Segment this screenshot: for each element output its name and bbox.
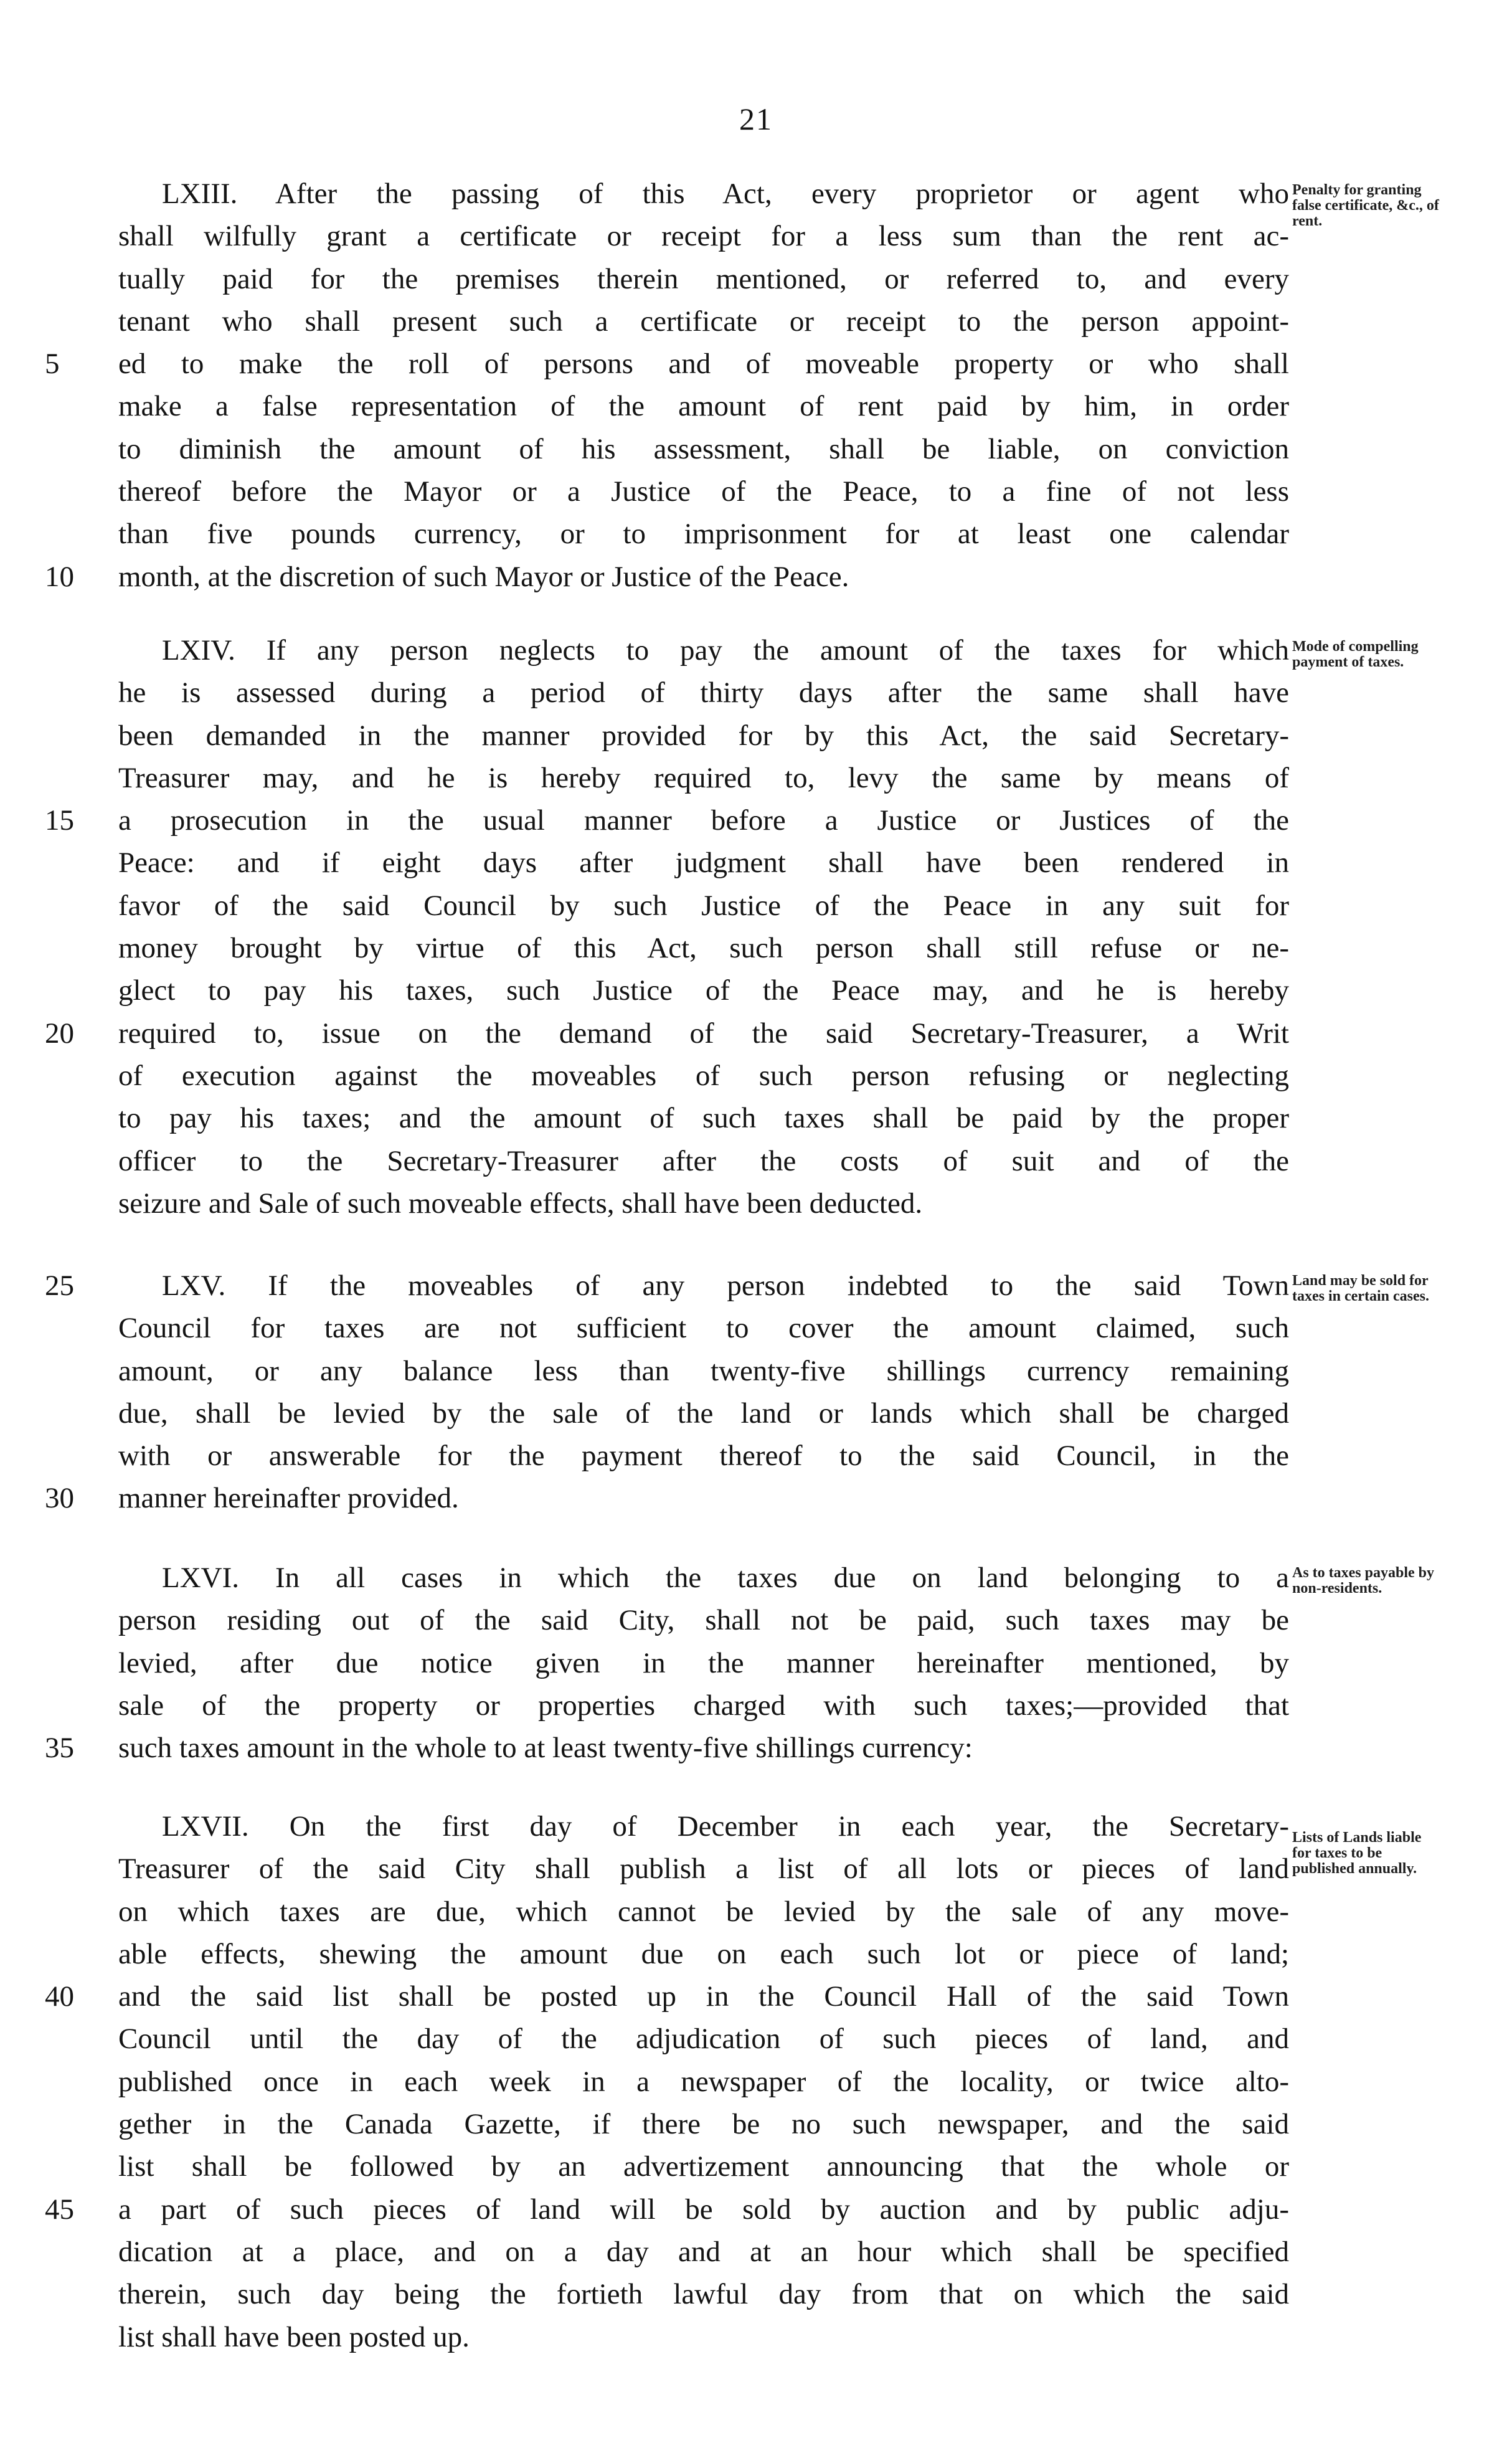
text-line: LXIV. If any person neglects to pay the amount of the taxes for which: [162, 634, 1289, 667]
text-line: LXVII. On the first day of December in each year, the Secretary-: [162, 1810, 1289, 1843]
section-lxiii: [45, 173, 1439, 598]
text-line: person residing out of the said City, shall not be paid, such taxes may be: [118, 1604, 1289, 1637]
text-line: therein, such day being the fortieth lawful day from that on which the said: [118, 2278, 1289, 2311]
text-line: levied, after due notice given in the manner hereinafter mentioned, by: [118, 1646, 1289, 1679]
text-line: LXVI. In all cases in which the taxes due on land belonging to a: [162, 1562, 1289, 1594]
text-line: Treasurer of the said City shall publish a list of all lots or pieces of land: [118, 1853, 1289, 1886]
text-line: due, shall be levied by the sale of the land or lands which shall be charged: [118, 1397, 1289, 1430]
line-number: 40: [45, 1980, 74, 2013]
text-line: published once in each week in a newspaper of the locality, or twice alto-: [118, 2065, 1289, 2098]
margin-note: Land may be sold for taxes in certain cases.: [1292, 1273, 1429, 1304]
margin-note: Penalty for granting false certificate, &c., of rent.: [1292, 182, 1439, 229]
text-line: he is assessed during a period of thirty days after the same shall have: [118, 676, 1289, 709]
text-line: LXIII. After the passing of this Act, every proprietor or agent who: [162, 178, 1289, 210]
text-line: thereof before the Mayor or a Justice of the Peace, to a fine of not less: [118, 475, 1289, 508]
text-line: and the said list shall be posted up in the Council Hall of the said Town: [118, 1980, 1289, 2013]
text-line: been demanded in the manner provided for by this Act, the said Secretary-: [118, 719, 1289, 752]
line-number: 25: [45, 1269, 74, 1302]
section-lxvi: [45, 1557, 1435, 1769]
line-number: 45: [45, 2193, 74, 2226]
text-line: officer to the Secretary-Treasurer after the costs of suit and of the: [118, 1144, 1289, 1177]
text-line: Council for taxes are not sufficient to cover the amount claimed, such: [118, 1312, 1289, 1345]
section-lxiv: [45, 629, 1419, 1225]
text-line: ed to make the roll of persons and of moveable property or who shall: [118, 348, 1289, 381]
text-line: of execution against the moveables of such person refusing or neglecting: [118, 1059, 1289, 1092]
line-number: 5: [45, 348, 60, 381]
text-line: month, at the discretion of such Mayor or Justice of the Peace.: [118, 560, 849, 593]
text-line: able effects, shewing the amount due on each such lot or piece of land;: [118, 1937, 1289, 1970]
margin-note: As to taxes payable by non-residents.: [1292, 1565, 1435, 1597]
section-lxvii: [45, 1805, 1422, 2358]
text-line: make a false representation of the amount of rent paid by him, in order: [118, 390, 1289, 423]
text-line: dication at a place, and on a day and at an hour which shall be specified: [118, 2235, 1289, 2268]
text-line: to pay his taxes; and the amount of such taxes shall be paid by the proper: [118, 1102, 1289, 1135]
text-line: money brought by virtue of this Act, such person shall still refuse or ne-: [118, 932, 1289, 965]
line-number: 35: [45, 1732, 74, 1765]
text-line: seizure and Sale of such moveable effects, shall have been deducted.: [118, 1187, 923, 1220]
text-line: such taxes amount in the whole to at least twenty-five shillings currency:: [118, 1732, 973, 1765]
text-line: Peace: and if eight days after judgment shall have been rendered in: [118, 847, 1289, 880]
margin-note: Lists of Lands liable for taxes to be published annually.: [1292, 1829, 1422, 1877]
line-number: 20: [45, 1017, 74, 1050]
text-line: a part of such pieces of land will be sold by auction and by public adju-: [118, 2193, 1289, 2226]
text-line: shall wilfully grant a certificate or receipt for a less sum than the rent ac-: [118, 220, 1289, 253]
text-line: a prosecution in the usual manner before a Justice or Justices of the: [118, 804, 1289, 837]
text-line: to diminish the amount of his assessment, shall be liable, on conviction: [118, 432, 1289, 465]
text-line: Council until the day of the adjudication of such pieces of land, and: [118, 2023, 1289, 2056]
text-line: than five pounds currency, or to imprisonment for at least one calendar: [118, 518, 1289, 551]
line-number: 30: [45, 1482, 74, 1515]
text-line: list shall be followed by an advertizement announcing that the whole or: [118, 2150, 1289, 2183]
text-line: amount, or any balance less than twenty-five shillings currency remaining: [118, 1354, 1289, 1387]
section-lxv: [45, 1265, 1429, 1520]
text-line: glect to pay his taxes, such Justice of the Peace may, and he is hereby: [118, 974, 1289, 1007]
line-number: 10: [45, 560, 74, 593]
text-line: list shall have been posted up.: [118, 2320, 470, 2353]
page-number: 21: [739, 102, 773, 136]
line-number: 15: [45, 804, 74, 837]
text-line: gether in the Canada Gazette, if there be no such newspaper, and the said: [118, 2108, 1289, 2141]
text-line: required to, issue on the demand of the said Secretary-Treasurer, a Writ: [118, 1017, 1289, 1050]
text-line: with or answerable for the payment thereof to the said Council, in the: [118, 1440, 1289, 1473]
text-line: sale of the property or properties charged with such taxes;—provided that: [118, 1689, 1289, 1722]
text-line: LXV. If the moveables of any person indebted to the said Town: [162, 1269, 1289, 1302]
text-line: favor of the said Council by such Justice of the Peace in any suit for: [118, 889, 1289, 922]
text-line: tenant who shall present such a certificate or receipt to the person appoint-: [118, 305, 1289, 338]
text-line: tually paid for the premises therein mentioned, or referred to, and every: [118, 262, 1289, 295]
text-line: Treasurer may, and he is hereby required to, levy the same by means of: [118, 761, 1289, 794]
margin-note: Mode of compelling payment of taxes.: [1292, 638, 1419, 670]
text-line: on which taxes are due, which cannot be levied by the sale of any move-: [118, 1895, 1289, 1928]
text-line: manner hereinafter provided.: [118, 1482, 459, 1515]
